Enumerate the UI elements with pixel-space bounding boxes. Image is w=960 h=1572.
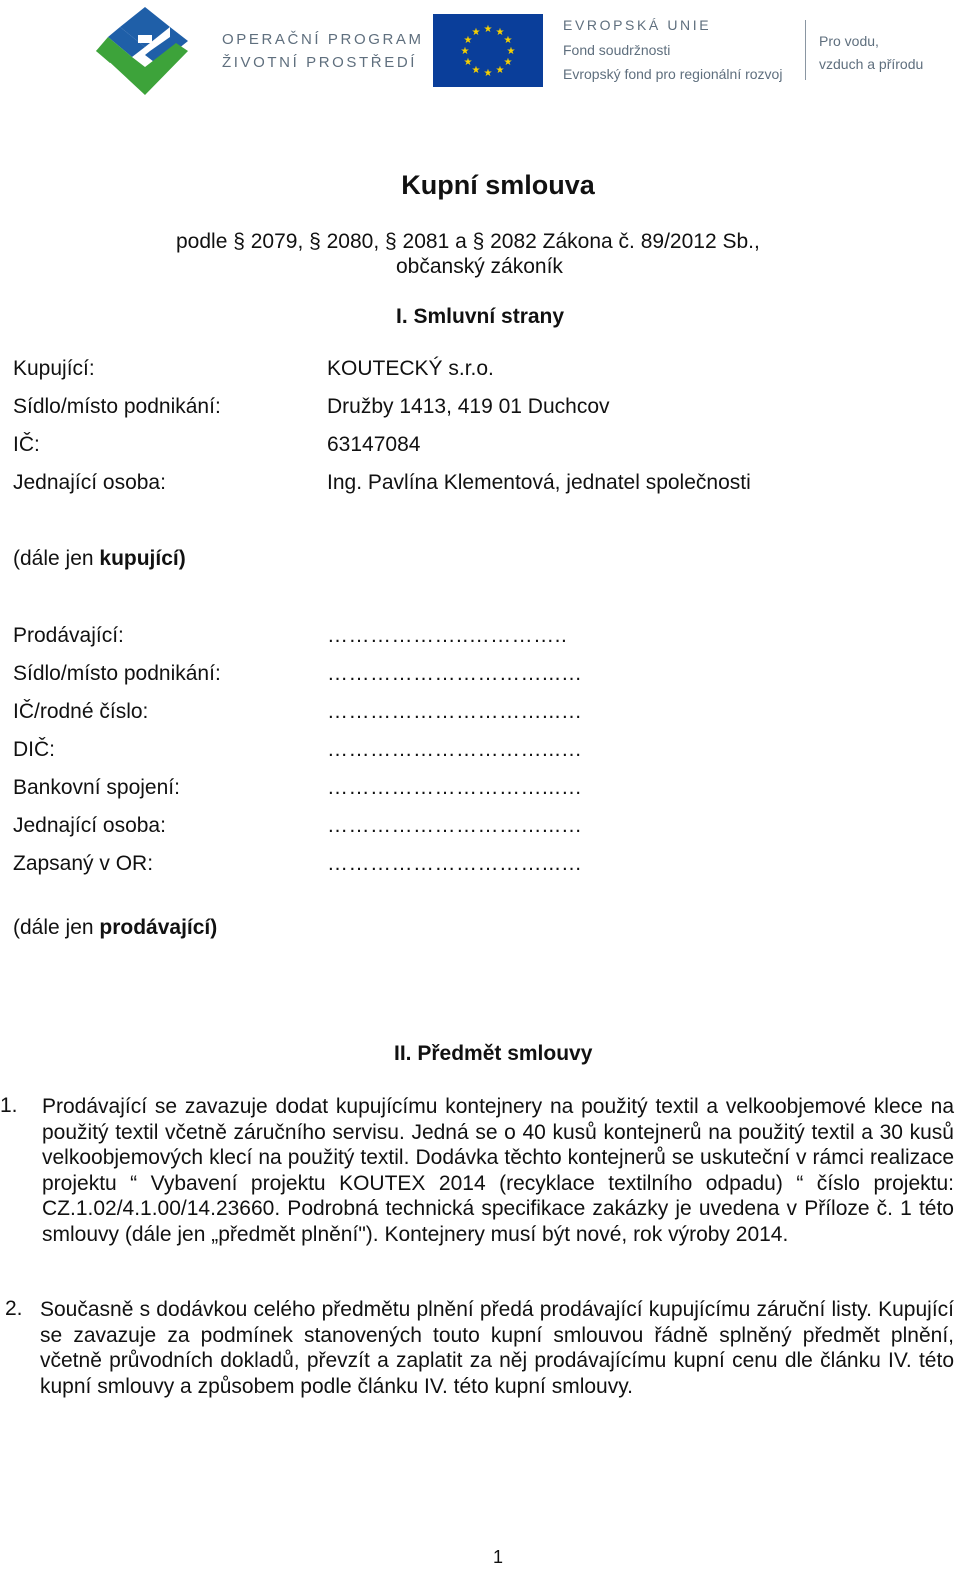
svg-text:★: ★ xyxy=(483,24,493,35)
motto-line-1: Pro vodu, xyxy=(819,33,879,49)
document-title: Kupní smlouva xyxy=(401,170,595,200)
seller-note-prefix: (dále jen xyxy=(13,916,100,939)
eu-fund-1: Fond soudržnosti xyxy=(563,42,671,58)
seller-dic-value: …………………………...… xyxy=(327,738,583,761)
item-text-2: Současně s dodávkou celého předmětu plnění předá prodávající kupujícímu záruční listy. Kupující se zavazuje za podmínek stanovených touto kupní smlouvou řádně splněný předmět plnění, včetně průvodních dokladů, převzít a zaplatit za něj prodávajícímu kupní cenu dle článku IV. této kupní smlouvy a způsobem podle článku IV. této kupní smlouvy. xyxy=(40,1298,954,1398)
seller-dic-label: DIČ: xyxy=(13,738,55,761)
svg-text:★: ★ xyxy=(471,65,481,76)
seller-label: Prodávající: xyxy=(13,624,124,647)
eu-name: EVROPSKÁ UNIE xyxy=(563,17,712,33)
seller-bank-value: …………………………...… xyxy=(327,776,583,799)
program-line-2: ŽIVOTNÍ PROSTŘEDÍ xyxy=(222,54,418,71)
seller-ic-label: IČ/rodné číslo: xyxy=(13,700,149,723)
seller-address-label: Sídlo/místo podnikání: xyxy=(13,662,221,685)
buyer-ic-label: IČ: xyxy=(13,433,40,456)
header-divider xyxy=(805,20,806,80)
buyer-address-label: Sídlo/místo podnikání: xyxy=(13,395,221,418)
svg-text:★: ★ xyxy=(495,27,505,38)
svg-text:★: ★ xyxy=(460,46,470,57)
item-text-1: Prodávající se zavazuje dodat kupujícímu kontejnery na použitý textil a velkoobjemové klece na použitý textil včetně záručního servisu. Jedná se o 40 kusů kontejnerů na použitý textil a 30 kusů velkoobjemových klecí na použitý textil. Dodávka těchto kontejnerů se uskuteční v rámci realizace projektu “ Vybavení projektu KOUTEX 2014 (recyklace textilního odpadu) “ číslo projektu: CZ.1.02/4.1.00/14.23660. Podrobná technická specifikace zakázky je uvedena v Příloze č. 1 této smlouvy (dále jen „předmět plnění"). Kontejnery musí být nové, rok výroby 2014. xyxy=(42,1095,954,1246)
svg-text:★: ★ xyxy=(506,46,516,57)
buyer-value: KOUTECKÝ s.r.o. xyxy=(327,357,494,380)
motto xyxy=(819,30,923,76)
buyer-note-term: kupující) xyxy=(99,547,186,570)
seller-representative-label: Jednající osoba: xyxy=(13,814,166,837)
seller-bank-label: Bankovní spojení: xyxy=(13,776,180,799)
buyer-label: Kupující: xyxy=(13,357,95,380)
svg-text:★: ★ xyxy=(463,35,473,46)
seller-representative-value: …………………………...… xyxy=(327,814,583,837)
seller-ic-value: …………………………...… xyxy=(327,700,583,723)
legal-basis-line-1: podle § 2079, § 2080, § 2081 a § 2082 Zákona č. 89/2012 Sb., xyxy=(176,230,760,253)
seller-note xyxy=(13,916,217,940)
eu-flag-icon xyxy=(433,14,543,87)
svg-text:★: ★ xyxy=(503,35,513,46)
program-name xyxy=(222,28,424,74)
item-number-1: 1. xyxy=(0,1094,18,1117)
buyer-note xyxy=(13,547,186,571)
buyer-ic-value: 63147084 xyxy=(327,433,421,456)
seller-value: ………………..………….. xyxy=(327,624,568,647)
svg-text:★: ★ xyxy=(483,68,493,79)
svg-text:★: ★ xyxy=(503,57,513,68)
seller-register-label: Zapsaný v OR: xyxy=(13,852,154,875)
svg-text:★: ★ xyxy=(463,57,473,68)
svg-text:★: ★ xyxy=(471,27,481,38)
buyer-address-value: Družby 1413, 419 01 Duchcov xyxy=(327,395,610,418)
eu-fund-2: Evropský fond pro regionální rozvoj xyxy=(563,66,783,82)
seller-register-value: …………………………...… xyxy=(327,852,583,875)
section-heading-parties: I. Smluvní strany xyxy=(396,305,565,328)
item-number-2: 2. xyxy=(5,1297,23,1320)
seller-address-value: …………………………...… xyxy=(327,662,583,685)
svg-text:★: ★ xyxy=(495,65,505,76)
program-line-1: OPERAČNÍ PROGRAM xyxy=(222,31,424,48)
page-number: 1 xyxy=(492,1547,503,1567)
buyer-representative-value: Ing. Pavlína Klementová, jednatel společnosti xyxy=(327,471,751,494)
legal-basis-line-2: občanský zákoník xyxy=(396,255,563,278)
buyer-note-prefix: (dále jen xyxy=(13,547,100,570)
motto-line-2: vzduch a přírodu xyxy=(819,56,924,72)
buyer-representative-label: Jednající osoba: xyxy=(13,471,166,494)
section-heading-subject: II. Předmět smlouvy xyxy=(394,1042,593,1065)
seller-note-term: prodávající) xyxy=(99,916,218,939)
opzp-logo xyxy=(88,5,203,97)
